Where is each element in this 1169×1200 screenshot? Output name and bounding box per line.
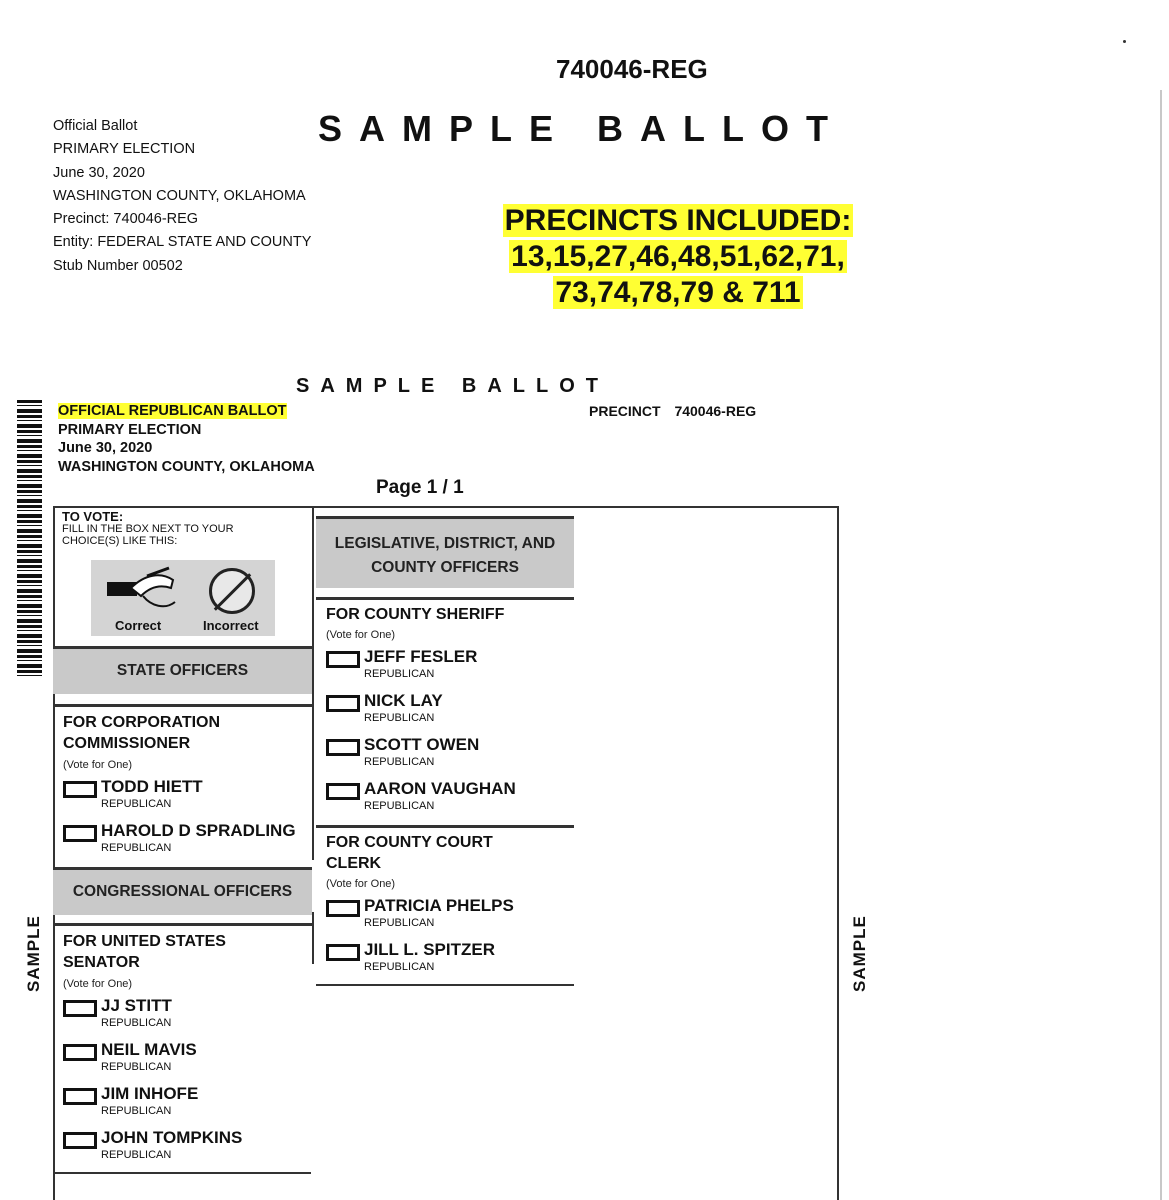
ballot-title: SAMPLE BALLOT <box>296 375 609 397</box>
candidate-name: JIM INHOFE <box>101 1084 199 1103</box>
candidate-party: REPUBLICAN <box>364 668 435 680</box>
candidate-name: JEFF FESLER <box>364 647 478 666</box>
vote-oval[interactable] <box>63 1088 97 1105</box>
correct-label: Correct <box>115 618 162 633</box>
race-end-rule <box>316 984 574 986</box>
page-edge-shadow <box>1160 90 1162 1200</box>
precincts-list-line: 73,74,78,79 & 711 <box>555 276 801 309</box>
column-divider <box>312 506 314 860</box>
candidate-option[interactable] <box>316 735 574 779</box>
ballot-column-left <box>53 506 312 1174</box>
race-title: SENATOR <box>63 954 140 971</box>
info-line: Precinct: 740046-REG <box>53 211 199 228</box>
race-title: COMMISSIONER <box>63 735 191 752</box>
race-county-sheriff <box>316 597 574 641</box>
vote-oval[interactable] <box>63 825 97 842</box>
candidate-party: REPUBLICAN <box>364 712 435 724</box>
precincts-list-line: 13,15,27,46,48,51,62,71, <box>511 240 845 273</box>
ballot-header-block <box>58 402 315 476</box>
candidate-name: AARON VAUGHAN <box>364 779 516 798</box>
candidate-party: REPUBLICAN <box>364 800 435 812</box>
candidate-party: REPUBLICAN <box>101 1017 172 1029</box>
instructions-heading: TO VOTE: <box>62 509 124 524</box>
candidate-option[interactable] <box>316 691 574 735</box>
incorrect-mark-icon <box>209 568 255 614</box>
vote-oval[interactable] <box>326 695 360 712</box>
vote-oval[interactable] <box>63 1044 97 1061</box>
vote-for-note: (Vote for One) <box>326 629 396 641</box>
candidate-party: REPUBLICAN <box>101 1105 172 1117</box>
precincts-included-callout <box>498 203 858 311</box>
sample-watermark-right: SAMPLE <box>850 915 869 992</box>
vote-for-note: (Vote for One) <box>63 759 133 771</box>
section-congressional-officers: CONGRESSIONAL OFFICERS <box>53 867 312 915</box>
candidate-option[interactable] <box>316 940 574 984</box>
candidate-name: JOHN TOMPKINS <box>101 1128 243 1147</box>
candidate-party: REPUBLICAN <box>364 756 435 768</box>
race-end-rule <box>53 1172 311 1174</box>
column-divider <box>312 912 314 964</box>
candidate-option[interactable] <box>53 1128 312 1172</box>
ballot-column-middle <box>316 506 574 986</box>
sample-watermark-left: SAMPLE <box>24 915 43 992</box>
candidate-name: NEIL MAVIS <box>101 1040 197 1059</box>
election-date: June 30, 2020 <box>58 440 153 456</box>
info-line: June 30, 2020 <box>53 164 145 181</box>
instructions-text: CHOICE(S) LIKE THIS: <box>62 535 178 547</box>
candidate-name: HAROLD D SPRADLING <box>101 821 296 840</box>
race-title: FOR CORPORATION <box>63 714 221 731</box>
candidate-name: NICK LAY <box>364 691 443 710</box>
candidate-name: TODD HIETT <box>101 777 203 796</box>
section-title: COUNTY OFFICERS <box>371 559 519 576</box>
race-title: CLERK <box>326 855 382 872</box>
county-label: WASHINGTON COUNTY, OKLAHOMA <box>58 458 315 475</box>
info-line: Stub Number 00502 <box>53 257 183 274</box>
candidate-option[interactable] <box>53 777 312 821</box>
vote-oval[interactable] <box>63 781 97 798</box>
candidate-option[interactable] <box>316 647 574 691</box>
vote-for-note: (Vote for One) <box>63 978 133 990</box>
race-us-senator <box>53 923 312 990</box>
candidate-name: PATRICIA PHELPS <box>364 896 514 915</box>
vote-oval[interactable] <box>63 1132 97 1149</box>
info-line: Official Ballot <box>53 118 138 134</box>
party-ballot-label: OFFICIAL REPUBLICAN BALLOT <box>58 403 287 419</box>
candidate-option[interactable] <box>53 1040 312 1084</box>
candidate-party: REPUBLICAN <box>364 961 435 973</box>
candidate-party: REPUBLICAN <box>101 1149 172 1161</box>
candidate-option[interactable] <box>53 1084 312 1128</box>
mark-example-panel <box>91 560 275 636</box>
document-id: 740046-REG <box>556 54 708 84</box>
race-corporation-commissioner <box>53 704 312 771</box>
vote-oval[interactable] <box>326 739 360 756</box>
incorrect-label: Incorrect <box>203 618 259 633</box>
voting-instructions <box>53 506 312 644</box>
candidate-option[interactable] <box>316 896 574 940</box>
candidate-name: JILL L. SPITZER <box>364 940 495 959</box>
precincts-heading: PRECINCTS INCLUDED: <box>504 204 852 237</box>
vote-oval[interactable] <box>326 944 360 961</box>
candidate-party: REPUBLICAN <box>101 1061 172 1073</box>
race-title: FOR COUNTY COURT <box>326 834 493 851</box>
candidate-party: REPUBLICAN <box>101 842 172 854</box>
candidate-party: REPUBLICAN <box>364 917 435 929</box>
info-line: Entity: FEDERAL STATE AND COUNTY <box>53 234 312 251</box>
vote-oval[interactable] <box>326 651 360 668</box>
race-title: FOR COUNTY SHERIFF <box>326 606 505 623</box>
candidate-option[interactable] <box>316 779 574 823</box>
race-county-court-clerk <box>316 825 574 890</box>
precinct-label: PRECINCT 740046-REG <box>589 403 757 419</box>
vote-oval[interactable] <box>326 783 360 800</box>
candidate-option[interactable] <box>53 996 312 1040</box>
candidate-option[interactable] <box>53 821 312 865</box>
race-title: FOR UNITED STATES <box>63 933 226 950</box>
scan-speck <box>1123 40 1126 43</box>
ballot-info-block <box>53 115 311 278</box>
vote-for-note: (Vote for One) <box>326 878 396 890</box>
candidate-party: REPUBLICAN <box>101 798 172 810</box>
page-title: SAMPLE BALLOT <box>318 108 845 149</box>
info-line: WASHINGTON COUNTY, OKLAHOMA <box>53 187 306 204</box>
candidate-name: SCOTT OWEN <box>364 735 480 754</box>
barcode <box>17 400 42 678</box>
section-title: LEGISLATIVE, DISTRICT, AND <box>334 535 556 552</box>
section-state-officers: STATE OFFICERS <box>53 646 312 694</box>
vote-oval[interactable] <box>326 900 360 917</box>
section-legislative-county-officers <box>316 516 574 588</box>
correct-mark-icon <box>101 566 181 616</box>
candidate-name: JJ STITT <box>101 996 172 1015</box>
vote-oval[interactable] <box>63 1000 97 1017</box>
election-label: PRIMARY ELECTION <box>58 421 202 438</box>
info-line: PRIMARY ELECTION <box>53 141 196 158</box>
page-number: Page 1 / 1 <box>376 477 464 498</box>
instructions-text: FILL IN THE BOX NEXT TO YOUR <box>62 523 234 535</box>
